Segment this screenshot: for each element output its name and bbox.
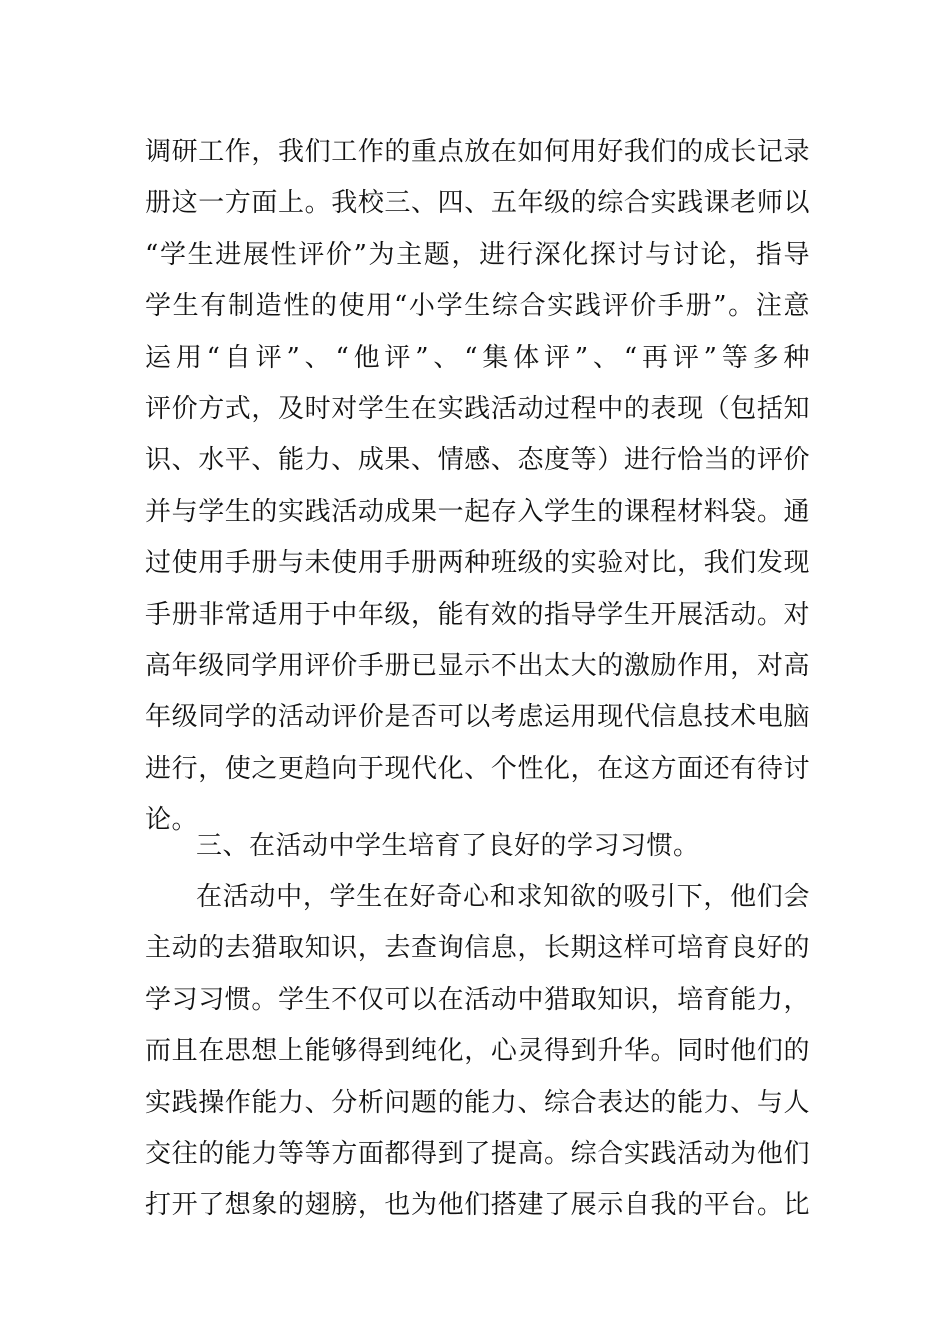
text-line: 学生有制造性的使用“小学生综合实践评价手册”。注意 [145,291,810,321]
text-line: 识、水平、能力、成果、情感、态度等）进行恰当的评价 [145,445,810,475]
text-line: 运用“自评”、“他评”、“集体评”、“再评”等多种 [145,343,810,373]
text-line: 打开了想象的翅膀，也为他们搭建了展示自我的平台。比 [145,1190,810,1220]
text-line: 册这一方面上。我校三、四、五年级的综合实践课老师以 [145,188,810,218]
text-line: 在活动中，学生在好奇心和求知欲的吸引下，他们会 [196,882,810,912]
text-line: 高年级同学用评价手册已显示不出太大的激励作用，对高 [145,651,810,681]
section-heading: 三、在活动中学生培育了良好的学习习惯。 [196,831,700,861]
text-line: 而且在思想上能够得到纯化，心灵得到升华。同时他们的 [145,1036,810,1066]
text-line: 手册非常适用于中年级，能有效的指导学生开展活动。对 [145,600,810,630]
text-line: 调研工作，我们工作的重点放在如何用好我们的成长记录 [145,137,810,167]
text-line: 论。 [145,805,199,835]
text-line: 过使用手册与未使用手册两种班级的实验对比，我们发现 [145,548,810,578]
text-line: 评价方式，及时对学生在实践活动过程中的表现（包括知 [145,394,810,424]
text-line: “学生进展性评价”为主题，进行深化探讨与讨论，指导 [145,240,810,270]
text-line: 交往的能力等等方面都得到了提高。综合实践活动为他们 [145,1139,810,1169]
text-line: 学习习惯。学生不仅可以在活动中猎取知识，培育能力， [145,985,810,1015]
text-line: 主动的去猎取知识，去查询信息，长期这样可培育良好的 [145,933,810,963]
text-line: 实践操作能力、分析问题的能力、综合表达的能力、与人 [145,1088,810,1118]
text-line: 进行，使之更趋向于现代化、个性化，在这方面还有待讨 [145,754,810,784]
text-line: 并与学生的实践活动成果一起存入学生的课程材料袋。通 [145,497,810,527]
text-line: 年级同学的活动评价是否可以考虑运用现代信息技术电脑 [145,702,810,732]
